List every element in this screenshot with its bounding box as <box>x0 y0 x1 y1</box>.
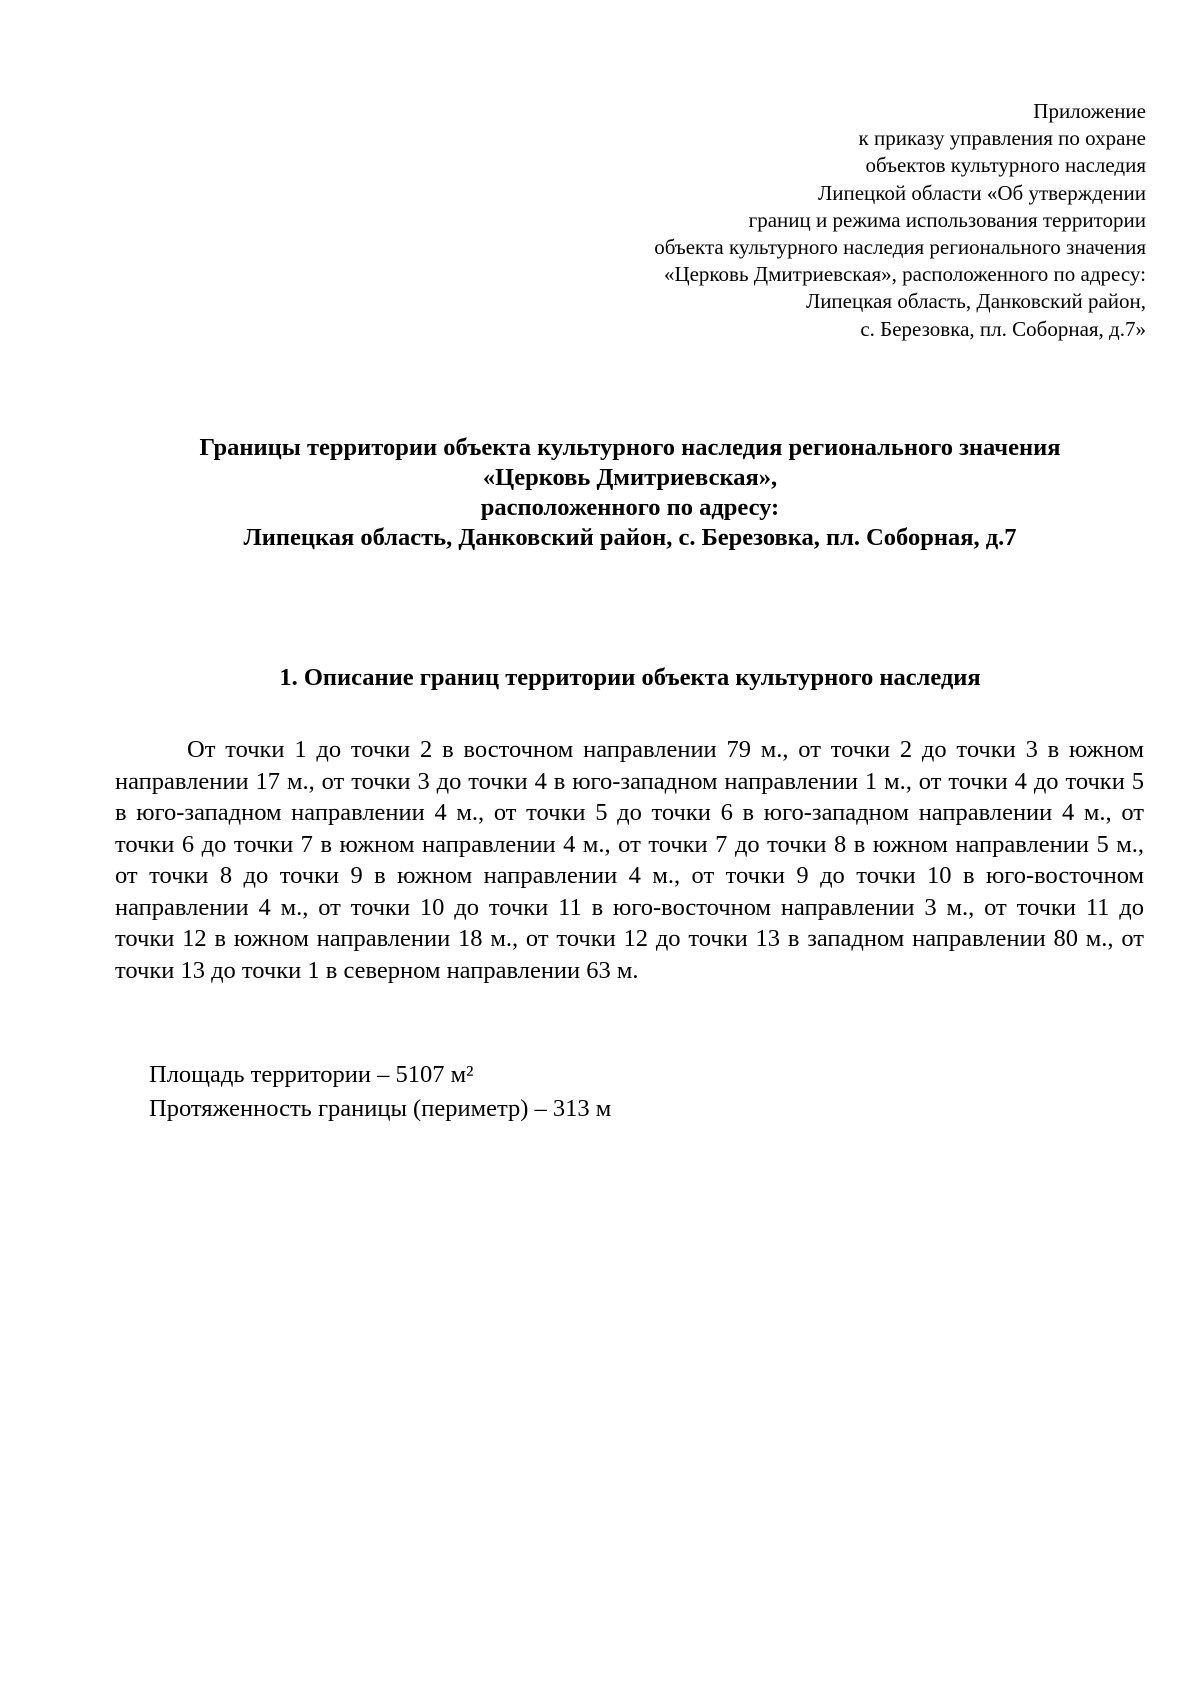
document-title <box>100 433 1160 553</box>
title-line: «Церковь Дмитриевская», <box>482 464 778 491</box>
appendix-line: «Церковь Дмитриевская», расположенного по адресу: <box>663 262 1146 287</box>
appendix-line: к приказу управления по охране <box>858 126 1146 151</box>
title-line: расположенного по адресу: <box>480 494 780 521</box>
title-line: Границы территории объекта культурного наследия регионального значения <box>199 434 1061 461</box>
territory-facts <box>149 1058 611 1126</box>
appendix-line: границ и режима использования территории <box>748 207 1146 232</box>
boundary-description: От точки 1 до точки 2 в восточном направлении 79 м., от точки 2 до точки 3 в южном направлении 17 м., от точки 3 до точки 4 в юго-западном направлении 1 м., от точки 4 до точки 5 в юго-западном направлении 4 м., от точки 5 до точки 6 в юго-западном направлении 4 м., от точки 6 до точки 7 в южном направлении 4 м., от точки 7 до точки 8 в южном направлении 5 м., от точки 8 до точки 9 в южном направлении 4 м., от точки 9 до точки 10 в юго-восточном направлении 4 м., от точки 10 до точки 11 в юго-восточном направлении 3 м., от точки 11 до точки 12 в южном направлении 18 м., от точки 12 до точки 13 в западном направлении 80 м., от точки 13 до точки 1 в северном направлении 63 м. <box>115 736 1144 984</box>
appendix-line: с. Березовка, пл. Соборная, д.7» <box>860 316 1146 341</box>
title-line: Липецкая область, Данковский район, с. Березовка, пл. Соборная, д.7 <box>243 524 1017 551</box>
territory-area: Площадь территории – 5107 м² <box>149 1061 474 1088</box>
appendix-line: Липецкой области «Об утверждении <box>818 180 1146 205</box>
appendix-note <box>526 98 1146 343</box>
territory-perimeter: Протяженность границы (периметр) – 313 м <box>149 1095 612 1122</box>
appendix-line: объекта культурного наследия регионального значения <box>654 235 1146 260</box>
section-heading: 1. Описание границ территории объекта культурного наследия <box>279 664 981 691</box>
appendix-line: Приложение <box>1033 99 1146 123</box>
appendix-line: объектов культурного наследия <box>865 153 1146 178</box>
appendix-line: Липецкая область, Данковский район, <box>805 289 1146 314</box>
